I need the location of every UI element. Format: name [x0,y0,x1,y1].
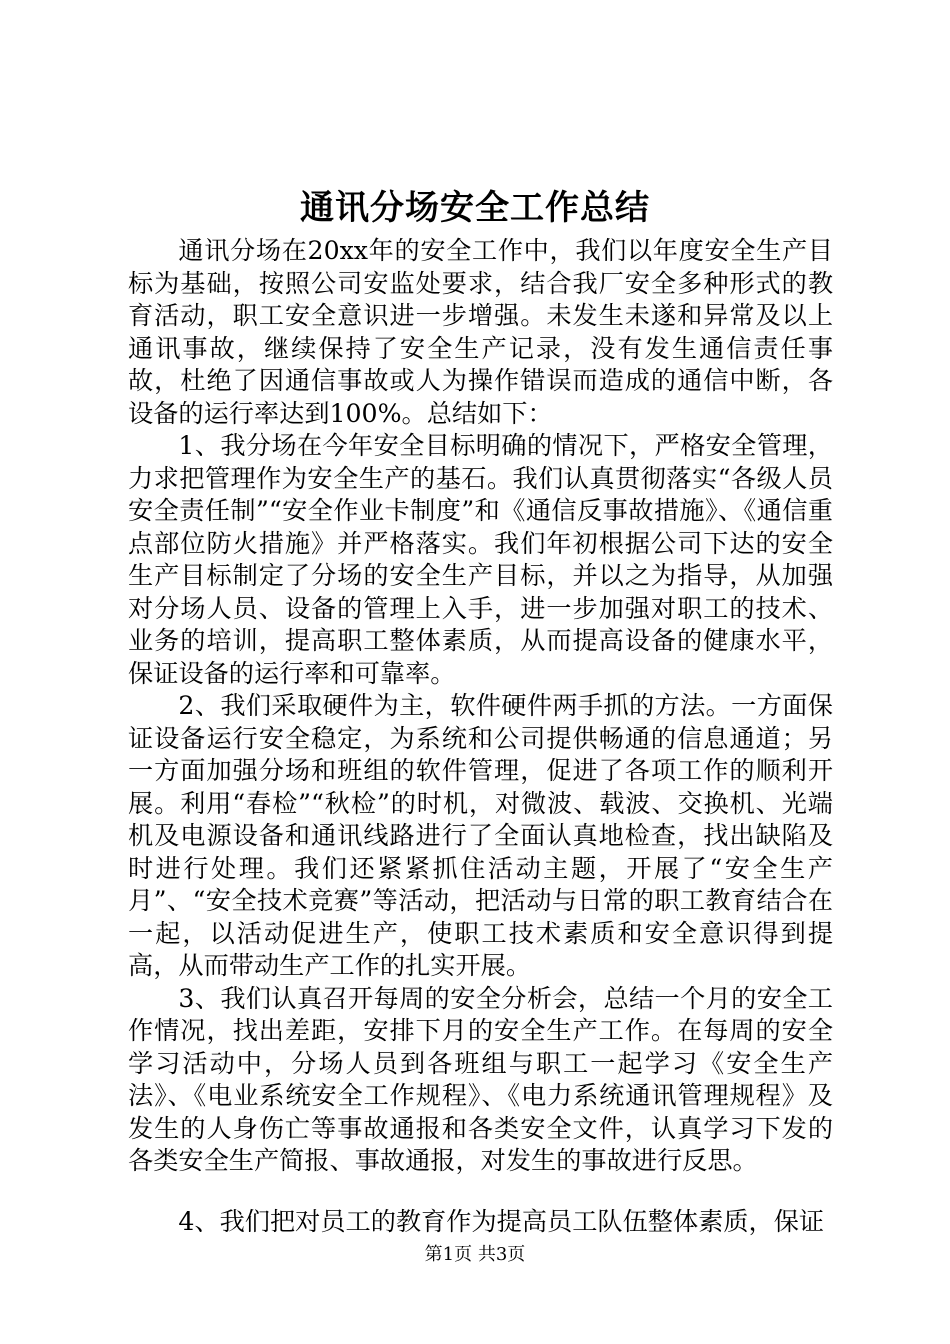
document-body [128,235,833,1238]
paragraph-intro: 通讯分场在20xx年的安全工作中，我们以年度安全生产目标为基础，按照公司安监处要求，结合我厂安全多种形式的教育活动，职工安全意识进一步增强。未发生未遂和异常及以上通讯事故，继续保持了安全生产记录，没有发生通信责任事故，杜绝了因通信事故或人为操作错误而造成的通信中断，各设备的运行率达到100%。总结如下： [128,236,833,428]
paragraph-item-1: 1、我分场在今年安全目标明确的情况下，严格安全管理，力求把管理作为安全生产的基石。我们认真贯彻落实“各级人员安全责任制”“安全作业卡制度”和《通信反事故措施》、《通信重点部位防火措施》并严格落实。我们年初根据公司下达的安全生产目标制定了分场的安全生产目标，并以之为指导，从加强对分场人员、设备的管理上入手，进一步加强对职工的技术、业务的培训，提高职工整体素质，从而提高设备的健康水平，保证设备的运行率和可靠率。 [128,431,833,688]
document-title: 通讯分场安全工作总结 [300,188,650,228]
paragraph-item-3: 3、我们认真召开每周的安全分析会，总结一个月的安全工作情况，找出差距，安排下月的安全生产工作。在每周的安全学习活动中，分场人员到各班组与职工一起学习《安全生产法》、《电业系统安全工作规程》、《电力系统通讯管理规程》及发生的人身伤亡等事故通报和各类安全文件，认真学习下发的各类安全生产简报、事故通报，对发生的事故进行反思。 [128,983,833,1175]
page-footer: 第1页 共3页 [424,1244,526,1265]
paragraph-item-2: 2、我们采取硬件为主，软件硬件两手抓的方法。一方面保证设备运行安全稳定，为系统和公司提供畅通的信息通道；另一方面加强分场和班组的软件管理，促进了各项工作的顺利开展。利用“春检”“秋检”的时机，对微波、载波、交换机、光端机及电源设备和通讯线路进行了全面认真地检查，找出缺陷及时进行处理。我们还紧紧抓住活动主题，开展了“安全生产月”、“安全技术竞赛”等活动，把活动与日常的职工教育结合在一起，以活动促进生产，使职工技术素质和安全意识得到提高，从而带动生产工作的扎实开展。 [128,691,833,980]
paragraph-item-4: 4、我们把对员工的教育作为提高员工队伍整体素质，保证 [178,1206,825,1236]
